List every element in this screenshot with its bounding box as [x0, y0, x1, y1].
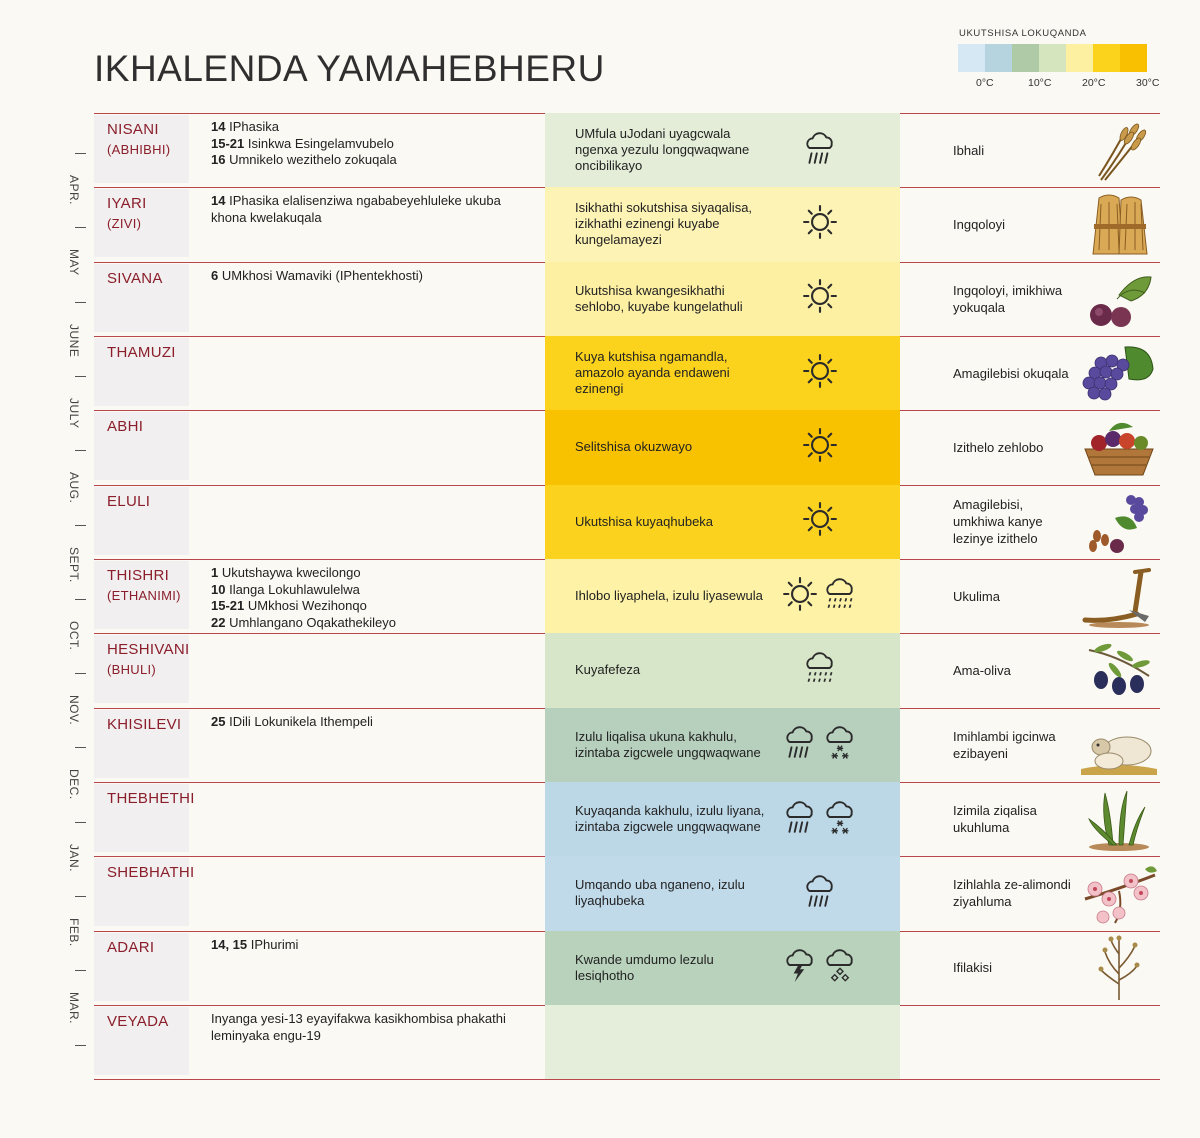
rain-cloud-icon — [782, 799, 818, 840]
crop-description: Izihlahla ze-alimondi ziyahluma — [953, 877, 1071, 910]
weather-description: Selitshisa okuzwayo — [575, 439, 693, 455]
snow-cloud-icon — [822, 724, 858, 765]
gregorian-tick — [75, 673, 86, 674]
weather-cell — [545, 187, 900, 261]
gregorian-tick — [75, 302, 86, 303]
crop-description: Ibhali — [953, 142, 985, 158]
gregorian-tick — [75, 1045, 86, 1046]
weather-description: Ihlobo liyaphela, izulu liyasewula — [575, 588, 763, 603]
gregorian-month-label: JULY — [67, 397, 81, 429]
month-row — [94, 485, 1160, 559]
drizzle-cloud-icon — [802, 650, 838, 691]
festival-item — [211, 193, 531, 226]
olive-icon — [1079, 636, 1159, 704]
weather-cell — [545, 1005, 900, 1079]
sun-icon — [802, 427, 838, 468]
sun-icon — [802, 278, 838, 319]
festival-text: UMkhosi Wamaviki (IPhentekhosti) — [218, 267, 423, 283]
weather-cell — [545, 485, 900, 559]
month-cell — [94, 1007, 189, 1075]
weather-cell — [545, 410, 900, 484]
festival-item — [211, 615, 531, 632]
crop-description: Ingqoloyi, imikhiwa yokuqala — [953, 282, 1063, 315]
legend-swatch — [1012, 44, 1039, 72]
wheat-sheaf-icon — [1079, 190, 1159, 258]
festival-text: Inyanga yesi-13 eyayifakwa kasikhombisa phakathi leminyaka engu-19 — [211, 1011, 506, 1043]
festival-text: Ukutshaywa kwecilongo — [218, 565, 361, 580]
weather-description: Kuyaqanda kakhulu, izulu liyana, izintaba zigcwele ungqwaqwane — [575, 803, 765, 834]
grapes-icon — [1079, 339, 1159, 407]
festival-day: 14, 15 — [211, 936, 248, 952]
weather-cell — [545, 708, 900, 782]
snow-cloud-icon — [822, 799, 858, 840]
legend-swatch — [1039, 44, 1066, 72]
weather-description: UMfula uJodani uyagcwala ngenxa yezulu longqwaqwane oncibilikayo — [575, 126, 750, 173]
festival-text: Isinkwa Esingelamvubelo — [244, 135, 394, 151]
hebrew-month-name: SIVANA — [107, 269, 163, 287]
month-row — [94, 856, 1160, 930]
almond-blossom-icon — [1079, 859, 1159, 927]
festival-text: IPhurimi — [247, 936, 299, 952]
weather-cell — [545, 336, 900, 410]
festival-list — [211, 268, 531, 285]
weather-cell — [545, 559, 900, 633]
weather-description: Ukutshisa kwangesikhathi sehlobo, kuyabe kungelathuli — [575, 282, 743, 314]
gregorian-month-label: MAY — [67, 249, 81, 276]
gregorian-month-label: NOV. — [67, 695, 81, 726]
month-row — [94, 559, 1160, 633]
month-cell — [94, 561, 189, 629]
weather-cell — [545, 113, 900, 187]
festival-text: Umhlangano Oqakathekileyo — [225, 614, 397, 630]
festival-item — [211, 119, 531, 136]
festival-text: IDili Lokunikela Ithempeli — [225, 713, 373, 729]
month-cell — [94, 264, 189, 332]
legend-swatch — [1093, 44, 1120, 72]
sheep-icon — [1079, 711, 1159, 779]
legend-swatch — [1066, 44, 1093, 72]
month-cell — [94, 487, 189, 555]
legend-tick-label: 0°C — [976, 77, 994, 89]
hebrew-month-name: NISANI — [107, 121, 159, 138]
festival-day: 16 — [211, 152, 226, 167]
gregorian-month-label: DEC. — [67, 769, 81, 801]
legend-swatch — [958, 44, 985, 72]
festival-day: 25 — [211, 713, 226, 729]
rain-cloud-icon — [802, 130, 838, 171]
weather-icons — [775, 262, 865, 336]
barley-icon — [1079, 116, 1159, 184]
festival-item — [211, 714, 531, 731]
rain-cloud-icon — [782, 724, 818, 765]
festival-list — [211, 119, 531, 169]
festival-day: 10 — [211, 581, 226, 597]
hebrew-month-name: THEBHETHI — [107, 790, 195, 807]
gregorian-month-label: AUG. — [67, 472, 81, 504]
weather-icons — [775, 336, 865, 410]
hebrew-month-name: THAMUZI — [107, 344, 176, 361]
weather-description: Kwande umdumo lezulu lesiqhotho — [575, 951, 714, 983]
hebrew-month-alt-name: (ABHIBHI) — [107, 142, 171, 157]
hail-cloud-icon — [822, 947, 858, 988]
legend-swatch — [1120, 44, 1147, 72]
weather-description: Ukutshisa kuyaqhubeka — [575, 513, 714, 529]
gregorian-month-label: JAN. — [67, 843, 81, 872]
month-cell — [94, 710, 189, 778]
festival-item — [211, 1011, 531, 1044]
month-cell — [94, 338, 189, 406]
sun-icon — [782, 576, 818, 617]
weather-cell — [545, 633, 900, 707]
page-title: IKHALENDA YAMAHEBHERU — [94, 48, 605, 89]
crop-description: Izimila ziqalisa ukuhluma — [953, 803, 1037, 835]
gregorian-month-label: APR. — [67, 175, 81, 206]
drizzle-cloud-icon — [822, 576, 858, 617]
festival-list — [211, 565, 531, 631]
fruit-basket-icon — [1079, 413, 1159, 481]
weather-icons — [775, 485, 865, 559]
sprout-icon — [1079, 785, 1159, 853]
month-row — [94, 931, 1160, 1005]
crop-description: Ama-oliva — [953, 662, 1011, 678]
weather-cell — [545, 262, 900, 336]
crop-description: Ukulima — [953, 588, 1000, 604]
weather-icons — [775, 410, 865, 484]
festival-day: 22 — [211, 614, 226, 630]
sun-icon — [802, 204, 838, 245]
weather-icons — [775, 633, 865, 707]
festival-list — [211, 714, 531, 731]
legend-title: UKUTSHISA LOKUQANDA — [959, 28, 1087, 39]
weather-icons — [775, 856, 865, 930]
gregorian-month-label: MAR. — [67, 992, 81, 1025]
gregorian-tick — [75, 896, 86, 897]
plough-icon — [1079, 562, 1159, 630]
festival-item — [211, 598, 531, 615]
month-row — [94, 113, 1160, 187]
crop-description: Izithelo zehlobo — [953, 439, 1044, 455]
festival-list — [211, 937, 531, 954]
sun-icon — [802, 501, 838, 542]
festival-item — [211, 136, 531, 153]
month-row — [94, 782, 1160, 856]
hebrew-month-name: ABHI — [107, 418, 144, 436]
month-cell — [94, 189, 189, 257]
weather-description: Isikhathi sokutshisa siyaqalisa, izikhathi ezinengi kuyabe kungelamayezi — [575, 200, 753, 248]
hebrew-month-name: THISHRI — [107, 567, 170, 584]
grapes-dates-icon — [1079, 488, 1159, 556]
sun-icon — [802, 353, 838, 394]
legend-ticks — [958, 77, 1158, 91]
gregorian-tick — [75, 450, 86, 451]
row-divider — [94, 1079, 1160, 1080]
hebrew-month-name: SHEBHATHI — [107, 864, 195, 882]
crop-description: Ifilakisi — [953, 960, 993, 976]
festival-day: 15-21 — [211, 598, 245, 613]
legend-tick-label: 20°C — [1082, 77, 1106, 89]
gregorian-tick — [75, 970, 86, 971]
festival-item — [211, 152, 531, 169]
weather-icons — [775, 782, 865, 856]
hebrew-month-name: KHISILEVI — [107, 715, 182, 733]
gregorian-tick — [75, 822, 86, 823]
crop-description: Amagilebisi okuqala — [953, 365, 1069, 381]
gregorian-tick — [75, 525, 86, 526]
weather-icons — [775, 931, 865, 1005]
gregorian-month-label: OCT. — [67, 620, 81, 651]
festival-day: 14 — [211, 119, 226, 134]
crop-description: Ingqoloyi — [953, 216, 1006, 232]
month-cell — [94, 784, 195, 852]
festival-item — [211, 565, 531, 582]
weather-icons — [775, 559, 865, 633]
month-cell — [94, 635, 189, 703]
weather-cell — [545, 856, 900, 930]
legend-tick-label: 30°C — [1136, 77, 1160, 89]
legend-tick-label: 10°C — [1028, 77, 1052, 89]
weather-icons — [775, 708, 865, 782]
legend-color-bar — [958, 44, 1147, 72]
festival-text: IPhasika — [225, 119, 279, 134]
flax-icon — [1079, 934, 1159, 1002]
gregorian-tick — [75, 227, 86, 228]
month-cell — [94, 933, 189, 1001]
weather-description: Umqando uba nganeno, izulu liyaqhubeka — [575, 877, 745, 909]
festival-item — [211, 937, 531, 954]
crop-description: Amagilebisi, umkhiwa kanye lezinye izithelo — [953, 497, 1043, 547]
festival-list — [211, 193, 531, 226]
festival-item — [211, 268, 531, 285]
thunder-cloud-icon — [782, 947, 818, 988]
month-row — [94, 1005, 1160, 1096]
weather-cell — [545, 782, 900, 856]
weather-description: Izulu liqalisa ukuna kakhulu, izintaba zigcwele ungqwaqwane — [575, 728, 761, 760]
hebrew-month-alt-name: (BHULI) — [107, 662, 157, 678]
gregorian-month-label: FEB. — [67, 918, 81, 947]
month-row — [94, 410, 1160, 484]
month-cell — [94, 115, 189, 183]
gregorian-tick — [75, 376, 86, 377]
festival-day: 15-21 — [211, 135, 245, 151]
hebrew-month-name: IYARI — [107, 195, 147, 213]
gregorian-month-label: SEPT. — [67, 546, 81, 583]
hebrew-month-alt-name: (ZIVI) — [107, 216, 142, 232]
gregorian-tick — [75, 747, 86, 748]
festival-text: Umnikelo wezithelo zokuqala — [225, 152, 397, 167]
hebrew-month-name: VEYADA — [107, 1013, 169, 1030]
month-cell — [94, 858, 195, 926]
weather-cell — [545, 931, 900, 1005]
festival-list — [211, 1011, 531, 1044]
gregorian-tick — [75, 153, 86, 154]
festival-day: 6 — [211, 267, 219, 283]
festival-day: 1 — [211, 565, 219, 580]
hebrew-month-name: ADARI — [107, 938, 155, 956]
fig-icon — [1079, 265, 1159, 333]
month-row — [94, 633, 1160, 707]
festival-text: UMkhosi Wezihonqo — [244, 598, 367, 613]
hebrew-month-alt-name: (ETHANIMI) — [107, 588, 181, 603]
weather-description: Kuyafefeza — [575, 662, 641, 678]
gregorian-tick — [75, 599, 86, 600]
hebrew-month-name: HESHIVANI — [107, 641, 190, 659]
weather-description: Kuya kutshisa ngamandla, amazolo ayanda endaweni ezinengi — [575, 349, 730, 396]
hebrew-month-name: ELULI — [107, 492, 151, 510]
weather-icons — [775, 113, 865, 187]
gregorian-month-label: JUNE — [67, 323, 81, 357]
weather-icons — [775, 187, 865, 261]
month-row — [94, 187, 1160, 261]
month-row — [94, 262, 1160, 336]
month-row — [94, 336, 1160, 410]
temperature-legend — [958, 28, 1158, 91]
rain-cloud-icon — [802, 873, 838, 914]
festival-text: Ilanga Lokuhlawulelwa — [225, 581, 360, 597]
month-row — [94, 708, 1160, 782]
festival-text: IPhasika elalisenziwa ngababeyehluleke ukuba khona kwelakuqala — [211, 193, 501, 225]
festival-item — [211, 582, 531, 599]
crop-description: Imihlambi igcinwa ezibayeni — [953, 728, 1056, 761]
legend-swatch — [985, 44, 1012, 72]
festival-day: 14 — [211, 193, 226, 209]
month-cell — [94, 412, 189, 480]
